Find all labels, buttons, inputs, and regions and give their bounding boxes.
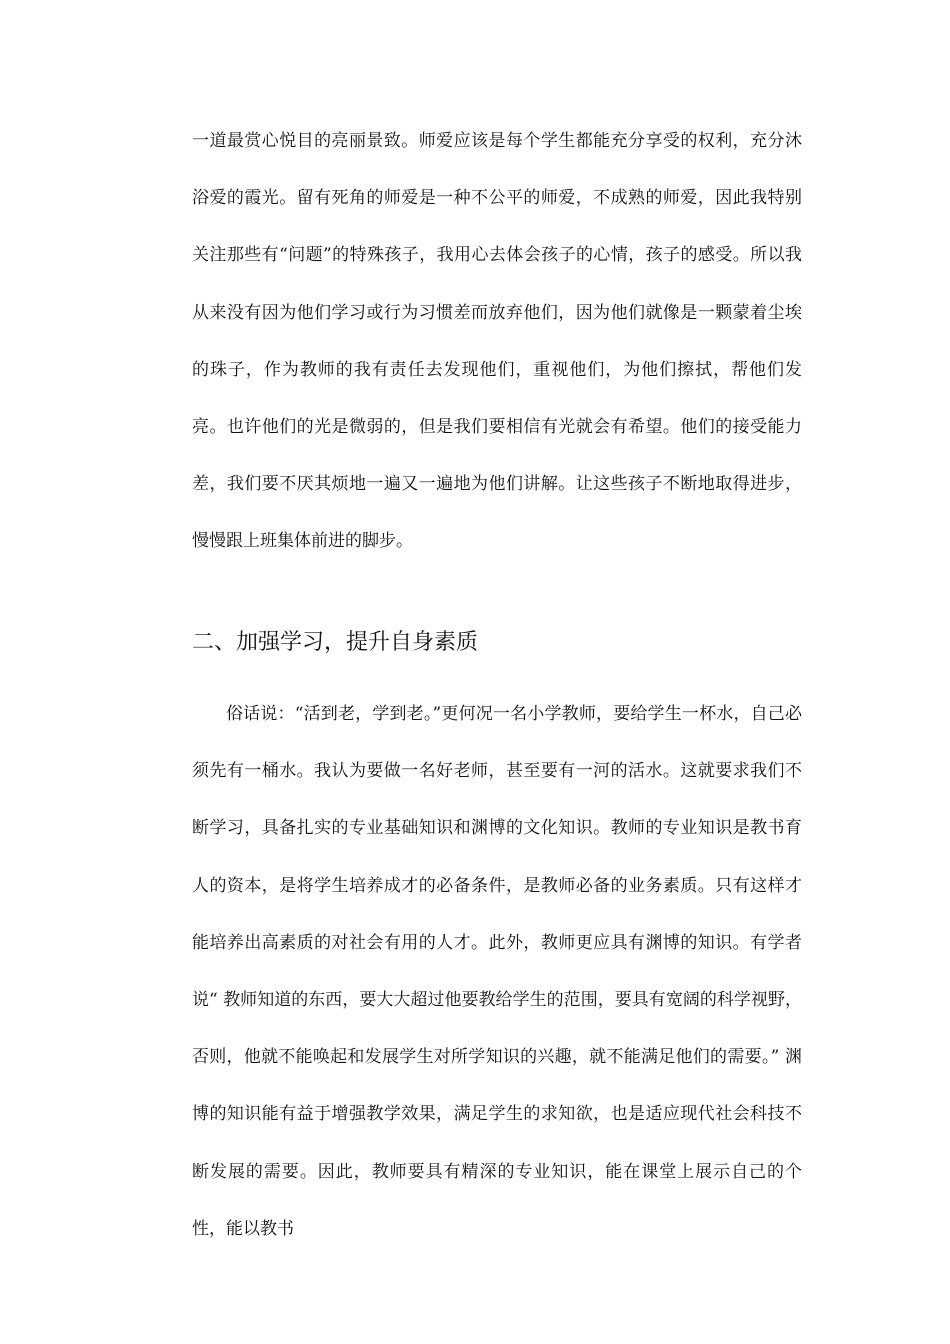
section-heading: 二、加强学习，提升自身素质	[192, 630, 479, 655]
section-one-continuation	[192, 113, 802, 571]
section-two-body	[192, 686, 802, 1258]
paragraph-continuous-learning: 俗话说：“活到老，学到老。”更何况一名小学教师，要给学生一杯水，自己必须先有一桶水。我认为要做一名好老师，甚至要有一河的活水。这就要求我们不断学习，具备扎实的专业基础知识和渊博的文化知识。教师的专业知识是教书育人的资本，是将学生培养成才的必备条件，是教师必备的业务素质。只有这样才能培养出高素质的对社会有用的人才。此外，教师更应具有渊博的知识。有学者说“ 教师知道的东西，要大大超过他要教给学生的范围，要具有宽阔的科学视野，否则，他就不能唤起和发展学生对所学知识的兴趣，就不能满足他们的需要。” 渊博的知识能有益于增强教学效果，满足学生的求知欲，也是适应现代社会科技不断发展的需要。因此，教师要具有精深的专业知识，能在课堂上展示自己的个性，能以教书	[192, 704, 802, 1239]
paragraph-teacher-love: 一道最赏心悦目的亮丽景致。师爱应该是每个学生都能充分享受的权利，充分沐浴爱的霞光。留有死角的师爱是一种不公平的师爱，不成熟的师爱，因此我特别关注那些有“问题”的特殊孩子，我用心去体会孩子的心情，孩子的感受。所以我从来没有因为他们学习或行为习惯差而放弃他们，因为他们就像是一颗蒙着尘埃的珠子，作为教师的我有责任去发现他们，重视他们，为他们擦拭，帮他们发亮。也许他们的光是微弱的，但是我们要相信有光就会有希望。他们的接受能力差，我们要不厌其烦地一遍又一遍地为他们讲解。让这些孩子不断地取得进步，慢慢跟上班集体前进的脚步。	[192, 131, 802, 552]
